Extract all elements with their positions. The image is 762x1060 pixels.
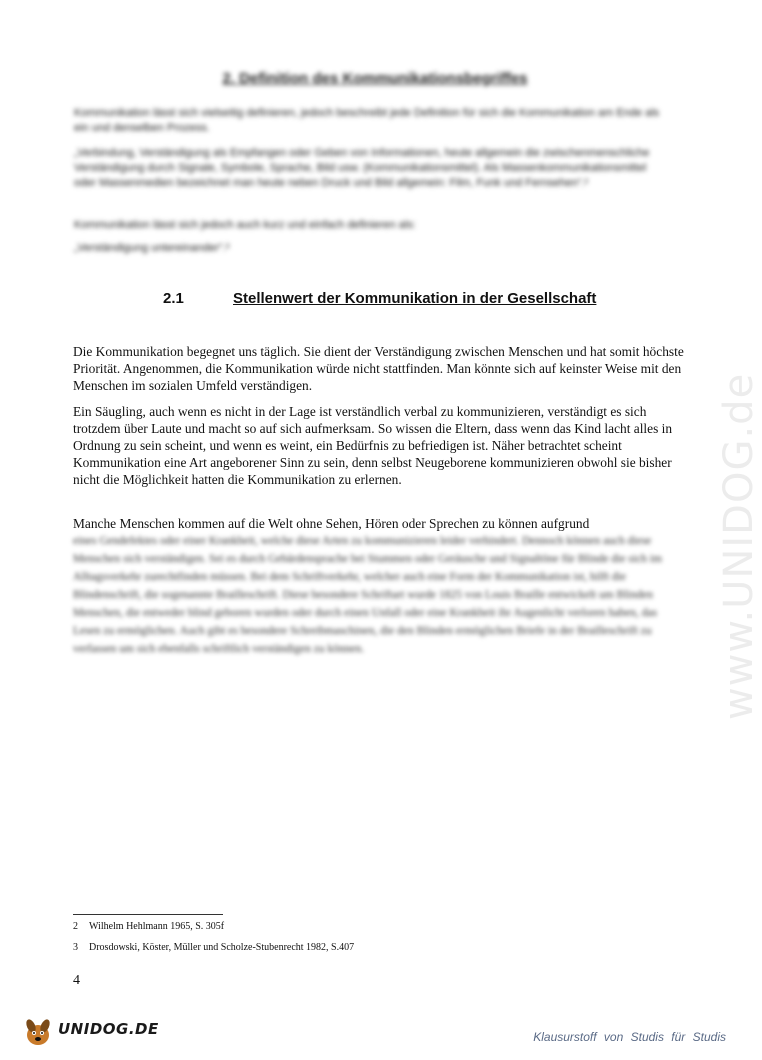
footer-tagline: Klausurstoff von Studis für Studis xyxy=(533,1030,726,1044)
section-title: Stellenwert der Kommunikation in der Gesellschaft xyxy=(233,290,597,307)
body-paragraph-1: Die Kommunikation begegnet uns täglich. Sie dient der Verständigung zwischen Menschen und hat somit höchste Priorität. Angenommen, die Kommunikation würde nicht stattfinden. Man könnte sich auf keinster Weise mit den Menschen im sozialen Umfeld verständigen. xyxy=(73,344,684,393)
blurred-paragraph-1: Kommunikation lässt sich vielseitig definieren, jedoch beschreibt jede Definition für sich die Kommunikation am Ende als ein und denselben Prozess. xyxy=(74,107,660,134)
body-paragraph-3-first-line: Manche Menschen kommen auf die Welt ohne Sehen, Hören oder Sprechen zu können aufgrund xyxy=(73,516,590,531)
unidog-logo xyxy=(22,1014,159,1048)
footnote-number: 2 xyxy=(73,921,78,932)
footnote-text: Drosdowski, Köster, Müller und Scholze-Stubenrecht 1982, S.407 xyxy=(89,942,355,953)
footnote-number: 3 xyxy=(73,942,78,953)
blurred-paragraph-4: „Verständigung untereinander“.³ xyxy=(74,242,230,254)
section-number: 2.1 xyxy=(163,290,184,307)
body-paragraph-3-blurred: eines Gendefektes oder einer Krankheit, welche diese Arten zu kommunizieren leider verhindert. Dennoch können auch diese Menschen sich verständigen. Sei es durch Gebärdensprache bei Stummen oder Geräusche und Signaltöne für Blinde die sich im Alltagsverkehr zurechtfinden müssen. Bei dem Schriftverkehr, welcher auch eine Form der Kommunikation ist, hilft die Blindenschrift, die sogenannte Brailleschrift. Diese besondere Schriftart wurde 1825 von Louis Braille entwickelt um Blinden Menschen, die entweder blind geboren wurden oder durch einen Unfall oder eine Krankheit ihr Augenlicht verloren haben, das Lesen zu ermöglichen. Auch gibt es besondere Schreibmaschinen, die den Blinden ermöglichen Briefe in der Brailleschrift zu verfassen um sich ebenfalls schriftlich verständigen zu können. xyxy=(73,535,662,655)
logo-text: UNIDOG.DE xyxy=(58,1020,159,1038)
body-paragraph-2: Ein Säugling, auch wenn es nicht in der Lage ist verständlich verbal zu kommunizieren, verständigt es sich trotzdem über Laute und macht so auf sich aufmerksam. So wissen die Eltern, dass wenn das Kind lacht alles in Ordnung zu sein scheint, und wenn es weint, ein Bedürfnis zu befriedigen ist. Näher betrachtet scheint Kommunikation eine Art angeborener Sinn zu sein, denn selbst Neugeborene kommunizieren obwohl sie bisher nicht die Möglichkeit hatten die Kommunikation zu erlernen. xyxy=(73,404,673,487)
blurred-heading: 2. Definition des Kommunikationsbegriffes xyxy=(222,70,528,87)
blurred-paragraph-3: Kommunikation lässt sich jedoch auch kurz und einfach definieren als: xyxy=(74,219,416,231)
blurred-paragraph-2: „Verbindung, Verständigung als Empfangen oder Geben von Informationen, heute allgemein die zwischenmenschliche Verständigung durch Signale, Symbole, Sprache, Bild usw. (Kommunikationsmittel). Als Massenkommunikationsmittel oder Massenmedien bezeichnet man heute neben Druck und Bild allgemein: Film, Funk und Fernsehen“.² xyxy=(74,147,650,189)
footnote-divider xyxy=(73,914,223,915)
footnote-3 xyxy=(73,942,354,953)
dog-mascot-icon xyxy=(22,1014,56,1048)
watermark: www.UNIDOG.de xyxy=(716,372,762,720)
section-heading xyxy=(163,290,663,307)
page-number: 4 xyxy=(73,973,80,988)
footnote-2 xyxy=(73,921,224,932)
footnote-text: Wilhelm Hehlmann 1965, S. 305f xyxy=(89,921,225,932)
